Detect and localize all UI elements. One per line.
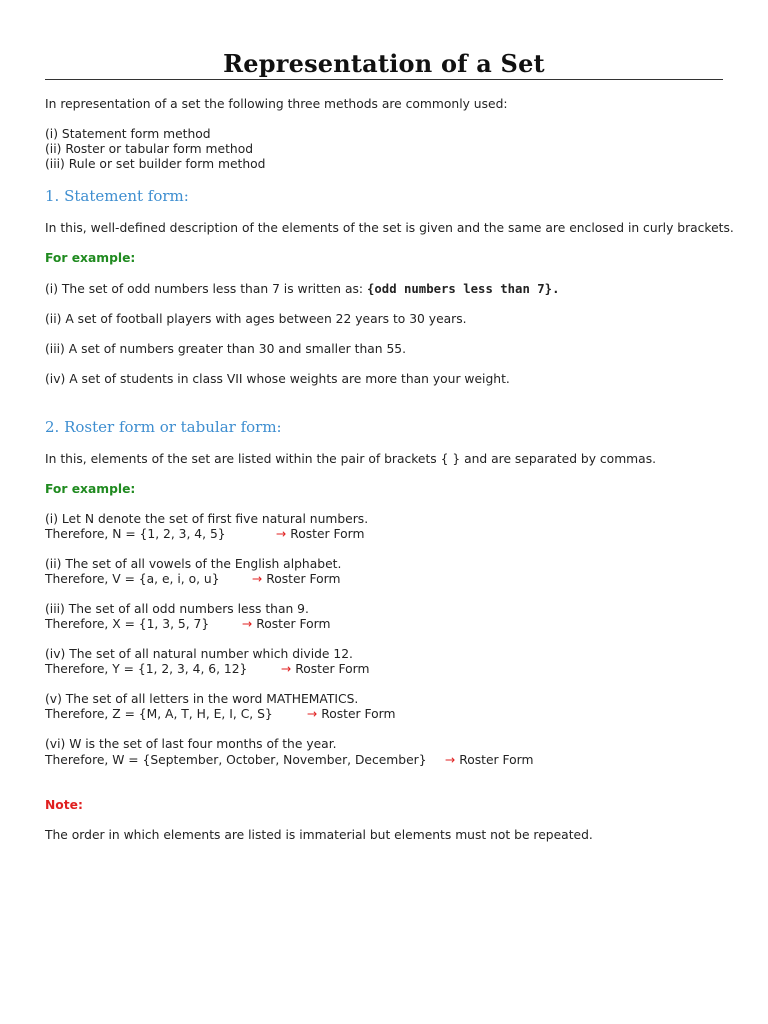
arrow-icon: → [276,527,287,541]
method-item: (i) Statement form method [45,127,211,141]
roster-form-label: Roster Form [459,753,534,767]
roster-statement: (iii) The set of all odd numbers less than 9. [45,602,309,616]
arrow-icon: → [252,572,263,586]
section-heading-statement-form: 1. Statement form: [45,187,189,205]
therefore-text: Therefore, Y = {1, 2, 3, 4, 6, 12} [45,662,248,676]
example-item: (ii) A set of football players with ages between 22 years to 30 years. [45,312,467,326]
therefore-text: Therefore, W = {September, October, November, December} [45,753,427,767]
roster-statement: (v) The set of all letters in the word MATHEMATICS. [45,692,359,706]
example-text: (i) The set of odd numbers less than 7 is written as: [45,282,367,296]
roster-form-label: Roster Form [266,572,341,586]
roster-statement: (ii) The set of all vowels of the English alphabet. [45,557,342,571]
roster-form-label: Roster Form [321,707,396,721]
arrow-icon: → [307,707,318,721]
page-title: Representation of a Set [223,49,545,78]
example-label: For example: [45,251,136,265]
roster-result [45,753,534,768]
roster-form-label: Roster Form [295,662,370,676]
arrow-icon: → [445,753,456,767]
roster-statement: (vi) W is the set of last four months of the year. [45,737,337,751]
roster-result [45,707,396,722]
method-item: (ii) Roster or tabular form method [45,142,254,156]
example-item: (iv) A set of students in class VII whose weights are more than your weight. [45,372,510,386]
method-item: (iii) Rule or set builder form method [45,157,266,171]
therefore-text: Therefore, V = {a, e, i, o, u} [45,572,220,586]
roster-result [45,617,331,632]
roster-result [45,527,365,542]
arrow-icon: → [242,617,253,631]
example-item [45,282,559,297]
title-underline [45,79,723,80]
section-heading-roster-form: 2. Roster form or tabular form: [45,418,282,436]
example-bold-set: {odd numbers less than 7}. [366,282,560,296]
roster-result [45,662,370,677]
roster-form-label: Roster Form [290,527,365,541]
intro-text: In representation of a set the following three methods are commonly used: [45,97,508,111]
therefore-text: Therefore, Z = {M, A, T, H, E, I, C, S} [45,707,273,721]
section-description: In this, elements of the set are listed within the pair of brackets { } and are separated by commas. [45,452,657,466]
roster-form-label: Roster Form [256,617,331,631]
note-label: Note: [45,798,83,812]
arrow-icon: → [281,662,292,676]
section-description: In this, well-defined description of the elements of the set is given and the same are enclosed in curly brackets. [45,221,734,235]
therefore-text: Therefore, N = {1, 2, 3, 4, 5} [45,527,226,541]
roster-statement: (i) Let N denote the set of first five natural numbers. [45,512,369,526]
example-item: (iii) A set of numbers greater than 30 and smaller than 55. [45,342,407,356]
therefore-text: Therefore, X = {1, 3, 5, 7} [45,617,210,631]
roster-statement: (iv) The set of all natural number which divide 12. [45,647,353,661]
example-label: For example: [45,482,136,496]
note-text: The order in which elements are listed is immaterial but elements must not be repeated. [45,828,593,842]
roster-result [45,572,341,587]
